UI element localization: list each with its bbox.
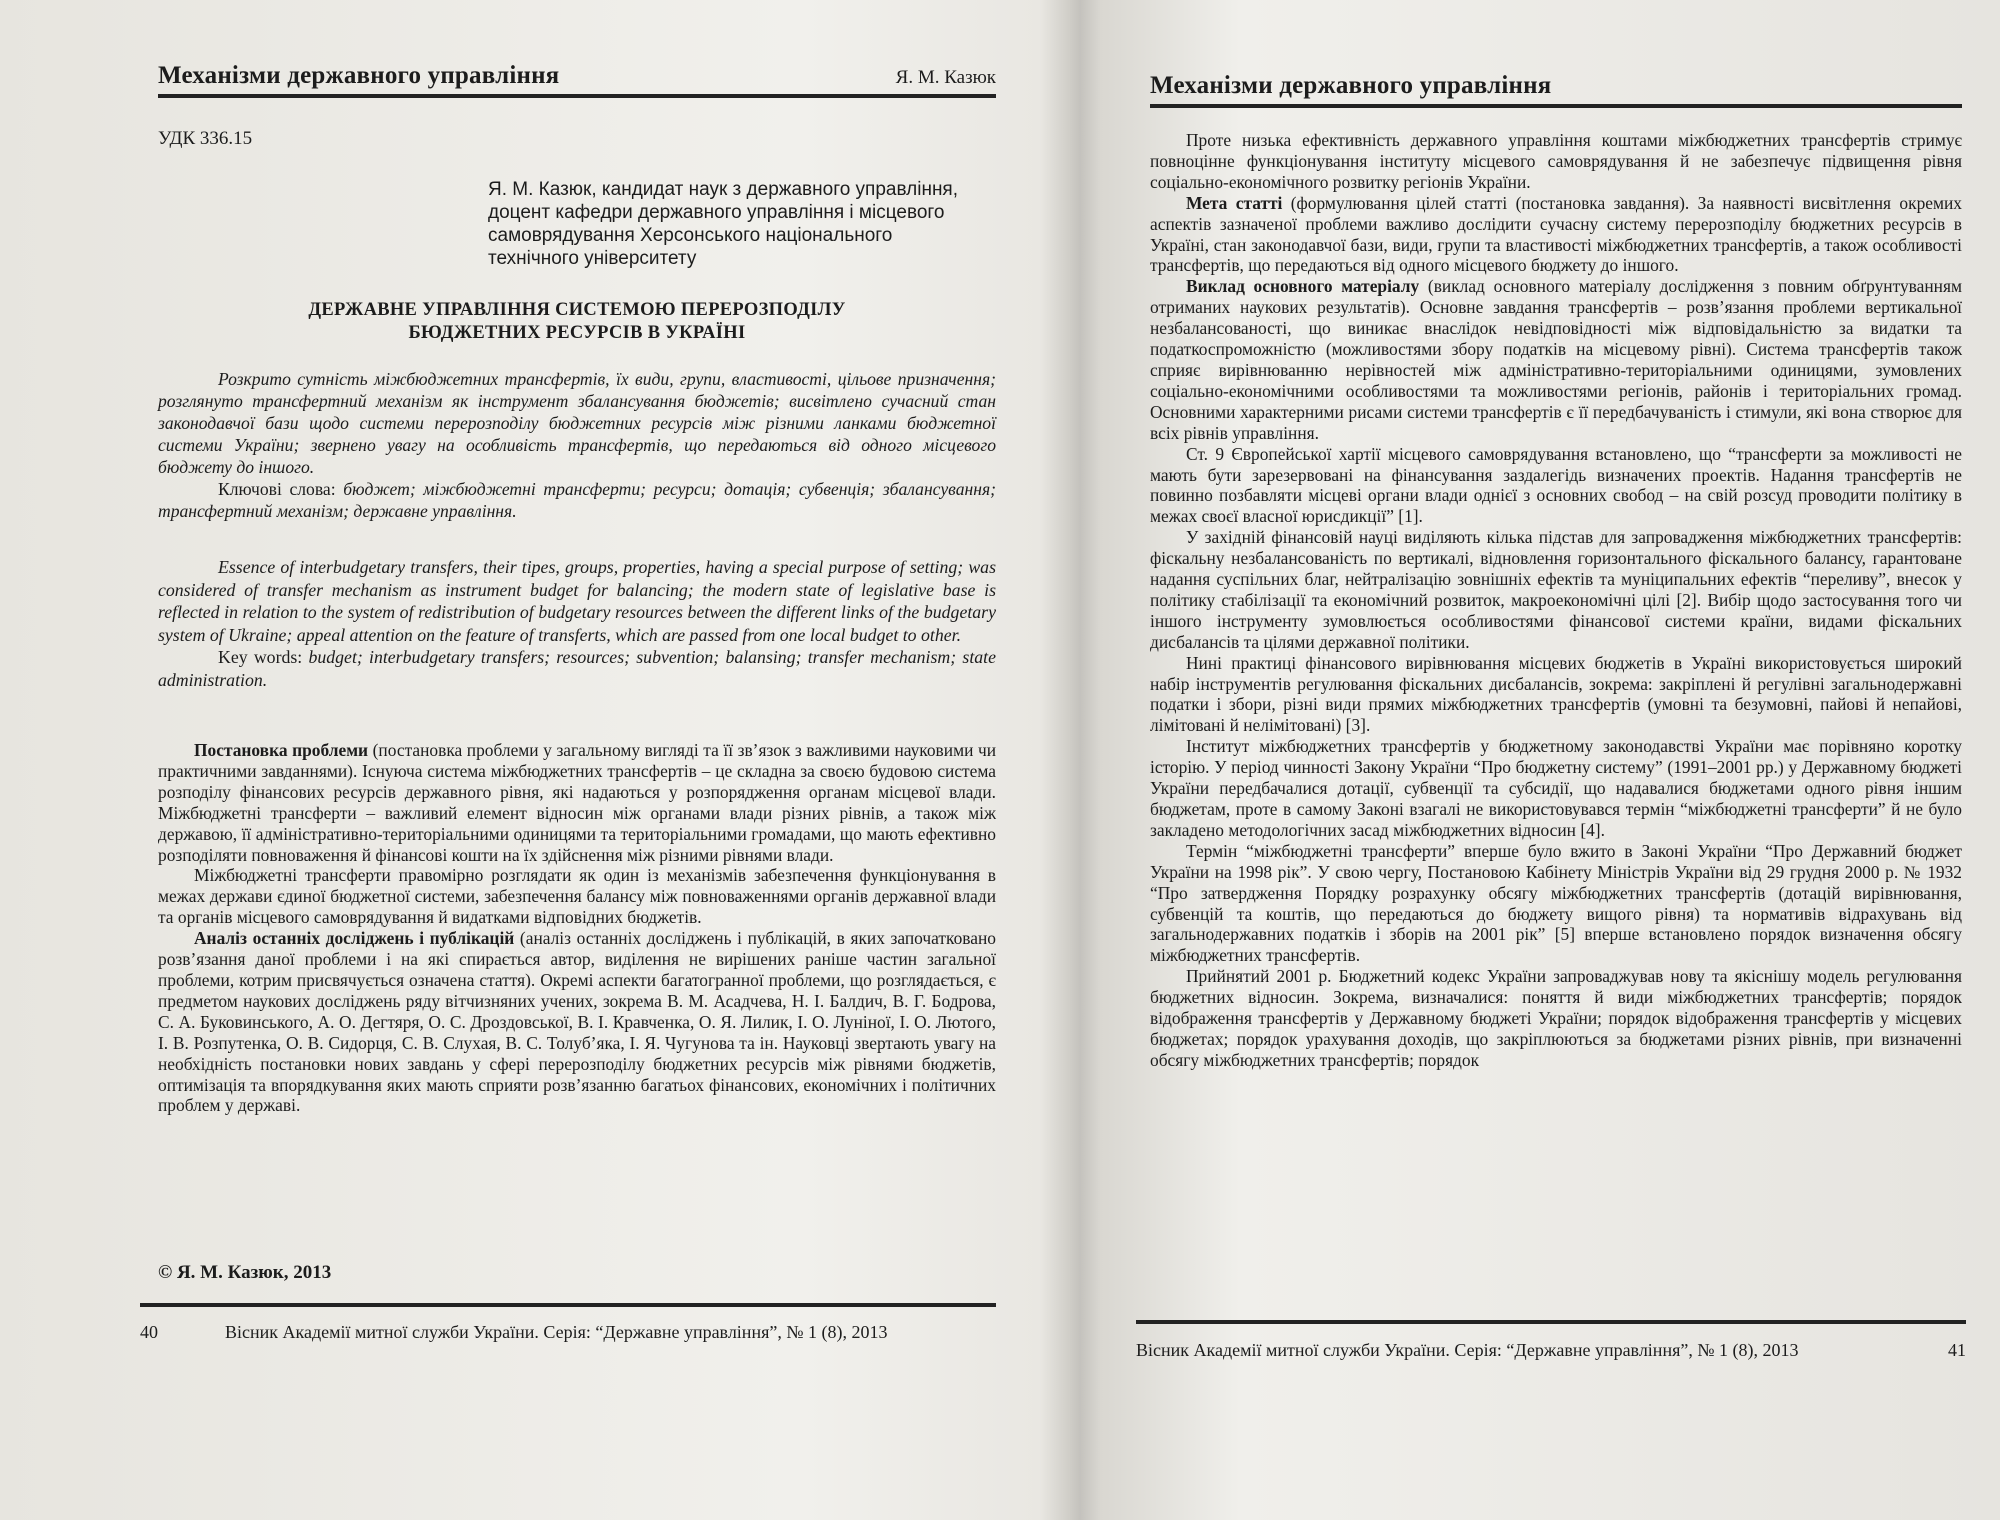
copyright: © Я. М. Казюк, 2013 (158, 1262, 332, 1283)
right-page (1080, 0, 2000, 1520)
paragraph-efficiency: Проте низька ефективність державного управління коштами міжбюджетних трансфертів стримує повноцінне функціонування інституту місцевого самоврядування й не забезпечує підвищення рівня соціально-економічного розвитку регіонів України. (1150, 130, 1962, 192)
paragraph-main-material (1150, 276, 1962, 443)
left-footer-rule (140, 1303, 996, 1307)
abstract-ua-text: Розкрито сутність міжбюджетних трансфертів, їх види, групи, властивості, цільове призначення; розглянуто трансфертний механізм як інструмент збалансування бюджетів; висвітлено сучасний стан законодавчої бази щодо системи перерозподілу бюджетних ресурсів між різними ланками бюджетної системи України; звернено увагу на особливість трансфертів, що передаються від одного місцевого бюджету до іншого. (158, 369, 996, 477)
paragraph-goal-lead: Мета статті (1186, 192, 1283, 213)
paragraph-institute: Інститут міжбюджетних трансфертів у бюджетному законодавстві України має порівняно коротку історію. У період чинності Закону України “Про бюджетну систему” (1991–2001 рр.) у Державному бюджеті України передбачалися дотації, субвенції та субсидії, що надавалися бюджетами одного рівня іншим бюджетам, проте в самому Законі взагалі не використовувався термін “міжбюджетні трансферти” й не було закладено методологічних засад міжбюджетних відносин [4]. (1150, 736, 1962, 840)
paragraph-main-material-lead: Виклад основного матеріалу (1186, 276, 1420, 297)
author-block (488, 178, 1008, 270)
keywords-en (158, 646, 996, 691)
author-line-3: самоврядування Херсонського національного (488, 225, 893, 246)
abstract-en-text: Essence of interbudgetary transfers, their tipes, groups, properties, having a special purpose of setting; was considered of transfer mechanism as instrument budget for balancing; the modern state of legislative base is reflected in relation to the system of redistribution of budgetary resources between the different links of the budgetary system of Ukraine; appeal attention on the feature of transferts, which are passed from one local budget to other. (158, 557, 996, 645)
right-footer-text: Вісник Академії митної служби України. Серія: “Державне управління”, № 1 (8), 2013 (1136, 1340, 1799, 1360)
paragraph-problem-text: (постановка проблеми у загальному вигляді та її зв’язок з важливими науковими чи практичними завданнями). Існуюча система міжбюджетних трансфертів – це складна за своєю будовою система розподілу фінансових ресурсів державного рівня, які надаються у розпорядження органам місцевої влади. Міжбюджетні трансферти – важливий елемент відносин між органами влади різних рівнів, а також між державою, її адміністративно-територіальними одиницями та територіальними громадами, що мають ефективно розподіляти повноваження й фінансові кошти на їх здійснення між різними рівнями влади. (158, 740, 996, 865)
paragraph-goal-text: (формулювання цілей статті (постановка завдання). За наявності висвітлення окремих аспектів зазначеної проблеми важливо дослідити сучасну систему перерозподілу бюджетних ресурсів в Україні, стан законодавчої бази, види, групи та властивості міжбюджетних трансфертів, а також особливості трансфертів, що передаються від одного місцевого бюджету до іншого. (1150, 192, 1962, 276)
paragraph-practice: Нині практиці фінансового вирівнювання місцевих бюджетів в Україні використовується широкий набір інструментів регулювання фіскальних дисбалансів, зокрема: закріплені й регулівні загальнодержавні податки і збори, різні види прямих міжбюджетних трансфертів (умовні та безумовні, пайові й непайові, лімітовані й нелімітовані) [3]. (1150, 652, 1962, 736)
right-footer (1136, 1340, 1966, 1361)
right-header-title: Механізми державного управління (1150, 72, 1552, 99)
abstract-english (158, 556, 996, 691)
article-title (158, 299, 996, 345)
paragraph-problem (158, 740, 996, 865)
paragraph-budget-code: Прийнятий 2001 р. Бюджетний кодекс України запроваджував нову та якіснішу модель регулювання бюджетних відносин. Зокрема, визначалися: поняття й види міжбюджетних трансфертів; порядок відображення трансфертів у Державному бюджеті України; порядок відображення трансфертів у місцевих бюджетах; порядок урахування доходів, що закріплюються за бюджетами різних рівнів, при визначенні обсягу міжбюджетних трансфертів; порядок (1150, 966, 1962, 1070)
left-header-title: Механізми державного управління (158, 62, 560, 89)
right-body-text (1150, 130, 1962, 1071)
paragraph-analysis (158, 928, 996, 1116)
author-line-1: Я. М. Казюк, кандидат наук з державного управління, (488, 179, 958, 200)
right-footer-rule (1136, 1320, 1966, 1324)
paragraph-problem-lead: Постановка проблеми (194, 740, 369, 760)
author-line-4: технічного університету (488, 248, 697, 269)
keywords-ua-text: бюджет; міжбюджетні трансферти; ресурси; дотація; субвенція; збалансування; трансфертний механізм; державне управління. (158, 479, 996, 521)
left-page-number: 40 (140, 1322, 158, 1342)
paragraph-term: Термін “міжбюджетні трансферти” вперше було вжито в Законі України “Про Державний бюджет України на 1998 рік”. У свою чергу, Постановою Кабінету Міністрів України від 29 грудня 2000 р. № 1932 “Про затвердження Порядку розрахунку обсягу міжбюджетних трансфертів (дотацій вирівнювання, субвенцій та коштів, що передаються до бюджету вищого рівня) та нормативів відрахувань від загальнодержавних податків і зборів на 2001 рік” [5] вперше встановлено порядок визначення обсягу міжбюджетних трансфертів. (1150, 840, 1962, 966)
paragraph-main-material-text: (виклад основного матеріалу дослідження з повним обґрунтуванням отриманих наукових результатів). Основне завдання трансфертів – розв’язання проблеми вертикальної незбалансованості, що виникає внаслідок невідповідності між відповідальністю за видатки та податкоспроможністю (можливостями збору податків на місцевому рівні). Система трансфертів також сприяє вирівнюванню нерівностей між адміністративно-територіальними одиницями, зумовлених соціально-економічними особливостями та можливостями регіонів, районів і територіальних громад. Основними характерними рисами системи трансфертів є її передбачуваність і стимули, які вона створює для всіх рівнів управління. (1150, 276, 1962, 443)
keywords-en-text: budget; interbudgetary transfers; resources; subvention; balansing; transfer mechanism; state administration. (158, 647, 996, 690)
left-footer-text: Вісник Академії митної служби України. Серія: “Державне управління”, № 1 (8), 2013 (225, 1322, 888, 1342)
left-running-header (158, 62, 996, 98)
paragraph-charter: Ст. 9 Європейської хартії місцевого самоврядування встановлено, що “трансферти за можливості не мають бути зарезервовані на фінансування заздалегідь визначених проектів. Надання трансфертів не повинно позбавляти місцеві органи влади однієї з основних свобод – на свій розсуд проводити політику в межах своєї власної юрисдикції” [1]. (1150, 443, 1962, 527)
keywords-en-label: Key words: (218, 647, 303, 667)
left-header-author: Я. М. Казюк (895, 67, 996, 88)
left-footer (140, 1322, 996, 1343)
keywords-ua-label: Ключові слова: (218, 479, 336, 499)
keywords-ua (158, 478, 996, 522)
left-body-text (158, 740, 996, 1116)
right-page-number: 41 (1948, 1340, 1966, 1360)
abstract-ukrainian (158, 368, 996, 522)
right-running-header (1150, 72, 1962, 108)
paragraph-western-science: У західній фінансовій науці виділяють кілька підстав для запровадження міжбюджетних трансфертів: фіскальну незбалансованість по вертикалі, відновлення горизонтального фіскального балансу, гарантоване надання суспільних благ, нейтралізацію зовнішніх ефектів та муніципальних ефектів “переливу”, внесок у політику стабілізації та економічний розвиток, макроекономічні цілі [2]. Вибір щодо застосування того чи іншого інструменту зумовлюється особливостями фінансової системи країни, видами фіскальних дисбалансів та цілями державної політики. (1150, 527, 1962, 652)
paragraph-analysis-text: (аналіз останніх досліджень і публікацій, в яких започатковано розв’язання даної проблеми і на які спирається автор, виділення не вирішених раніше частин загальної проблеми, котрим присвячується означена стаття). Окремі аспекти багатогранної проблеми, що розглядається, є предметом наукових досліджень ряду вітчизняних учених, зокрема В. М. Асадчева, Н. І. Балдич, В. Г. Бодрова, С. А. Буковинського, А. О. Дегтяря, О. С. Дроздовської, В. І. Кравченка, О. Я. Лилик, І. О. Луніної, І. О. Лютого, І. В. Розпутенка, О. В. Сидорця, С. В. Слухая, В. С. Толуб’яка, І. Я. Чугунова та ін. Науковці звертають увагу на необхідність постановки нових завдань у сфері перерозподілу бюджетних ресурсів між рівнями бюджетів, оптимізація та впорядкування яких мають сприяти розв’язанню багатьох фінансових, економічних і політичних проблем у державі. (158, 928, 996, 1116)
paragraph-goal (1150, 193, 1962, 277)
paragraph-analysis-lead: Аналіз останніх досліджень і публікацій (194, 928, 515, 949)
author-line-2: доцент кафедри державного управління і місцевого (488, 202, 945, 223)
udc-code: УДК 336.15 (158, 128, 253, 149)
paragraph-transfers: Міжбюджетні трансферти правомірно розглядати як один із механізмів забезпечення функціонування в межах держави єдиної бюджетної системи, забезпечення балансу між повноваженнями органів державної влади та органів місцевого самоврядування й видатками відповідних бюджетів. (158, 865, 996, 928)
article-title-line-1: ДЕРЖАВНЕ УПРАВЛІННЯ СИСТЕМОЮ ПЕРЕРОЗПОДІЛУ (308, 300, 846, 320)
article-title-line-2: БЮДЖЕТНИХ РЕСУРСІВ В УКРАЇНІ (408, 323, 746, 343)
